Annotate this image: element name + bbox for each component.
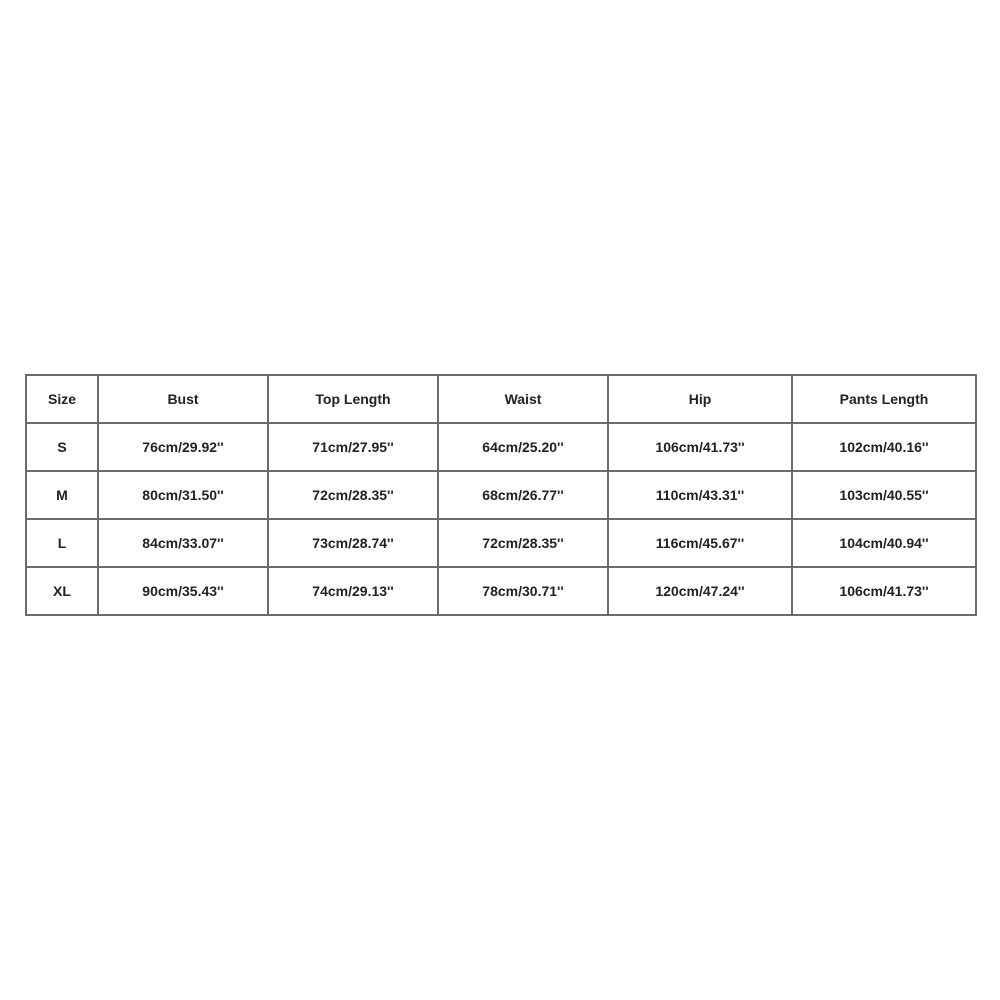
- header-cell-waist: Waist: [438, 375, 608, 423]
- waist-cell: 68cm/26.77'': [438, 471, 608, 519]
- size-cell: L: [26, 519, 98, 567]
- waist-cell: 78cm/30.71'': [438, 567, 608, 615]
- hip-cell: 120cm/47.24'': [608, 567, 792, 615]
- header-cell-hip: Hip: [608, 375, 792, 423]
- size-cell: S: [26, 423, 98, 471]
- pants-length-cell: 106cm/41.73'': [792, 567, 976, 615]
- table-row: [26, 519, 976, 567]
- bust-cell: 90cm/35.43'': [98, 567, 268, 615]
- header-cell-bust: Bust: [98, 375, 268, 423]
- pants-length-cell: 102cm/40.16'': [792, 423, 976, 471]
- table-row: [26, 567, 976, 615]
- header-cell-top-length: Top Length: [268, 375, 438, 423]
- waist-cell: 64cm/25.20'': [438, 423, 608, 471]
- top-length-cell: 73cm/28.74'': [268, 519, 438, 567]
- bust-cell: 76cm/29.92'': [98, 423, 268, 471]
- header-row: [26, 375, 976, 423]
- pants-length-cell: 104cm/40.94'': [792, 519, 976, 567]
- top-length-cell: 71cm/27.95'': [268, 423, 438, 471]
- header-cell-size: Size: [26, 375, 98, 423]
- top-length-cell: 74cm/29.13'': [268, 567, 438, 615]
- hip-cell: 110cm/43.31'': [608, 471, 792, 519]
- bust-cell: 80cm/31.50'': [98, 471, 268, 519]
- waist-cell: 72cm/28.35'': [438, 519, 608, 567]
- pants-length-cell: 103cm/40.55'': [792, 471, 976, 519]
- hip-cell: 116cm/45.67'': [608, 519, 792, 567]
- size-chart-table: [25, 374, 977, 616]
- hip-cell: 106cm/41.73'': [608, 423, 792, 471]
- size-cell: M: [26, 471, 98, 519]
- table-row: [26, 423, 976, 471]
- bust-cell: 84cm/33.07'': [98, 519, 268, 567]
- table-row: [26, 471, 976, 519]
- header-cell-pants-length: Pants Length: [792, 375, 976, 423]
- size-cell: XL: [26, 567, 98, 615]
- top-length-cell: 72cm/28.35'': [268, 471, 438, 519]
